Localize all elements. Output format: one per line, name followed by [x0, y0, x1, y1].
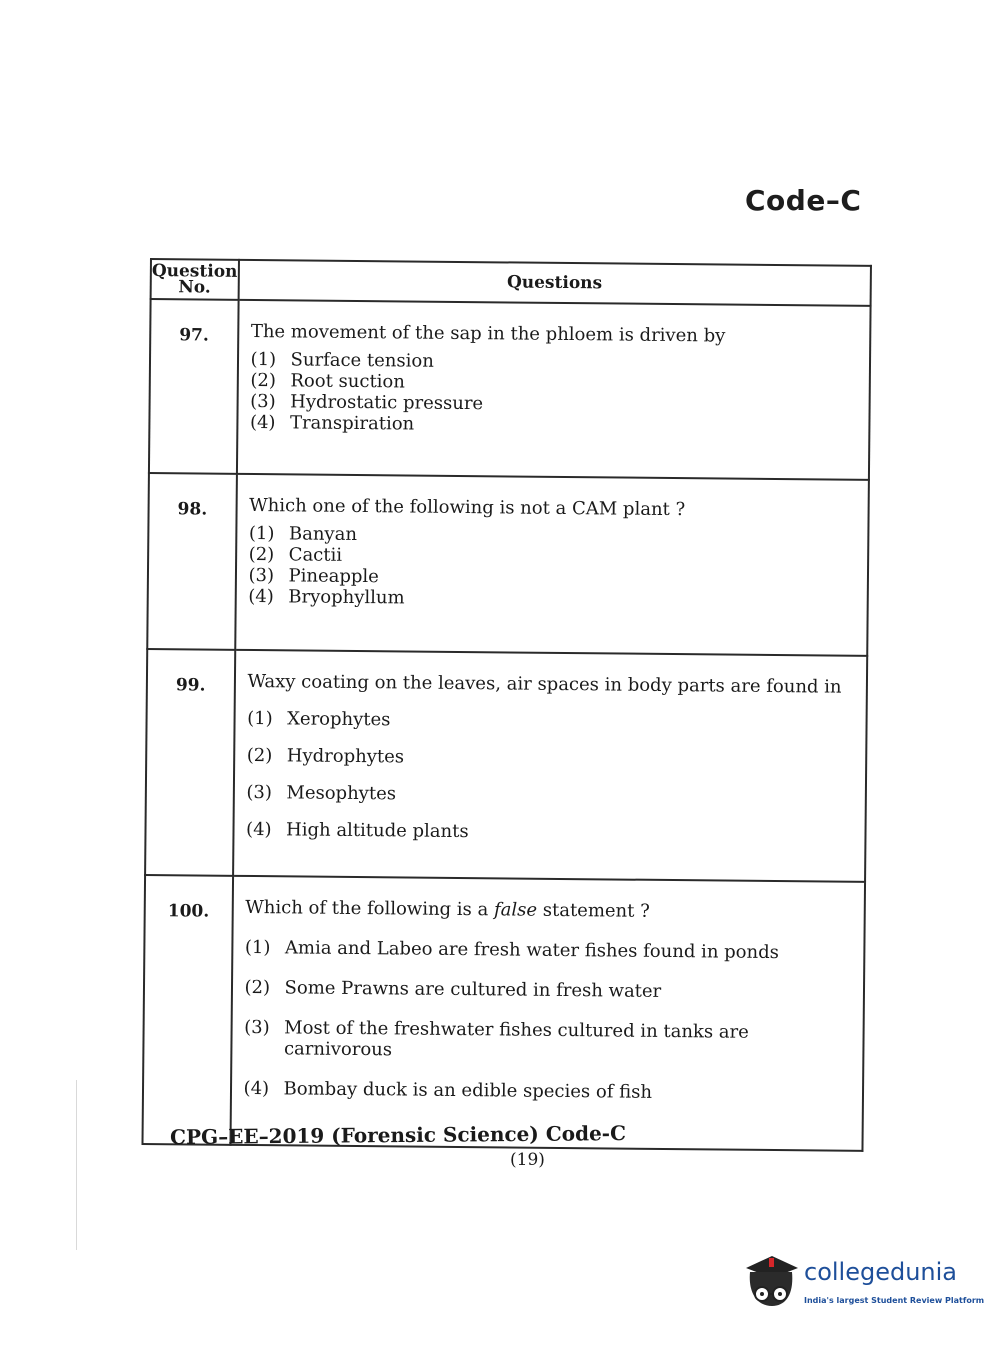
option-text: Xerophytes: [287, 708, 391, 731]
option-text: Bryophyllum: [288, 586, 405, 609]
option-number: (3): [246, 781, 273, 804]
option-text: Hydrophytes: [286, 745, 405, 768]
question-stem: Which of the following is a false statement ?: [245, 896, 650, 922]
question-stem: Waxy coating on the leaves, air spaces in body parts are found in: [247, 670, 842, 698]
option-text: Most of the freshwater fishes cultured in tanks are carnivorous: [283, 1017, 749, 1061]
option: [244, 1017, 853, 1065]
mascot-logo-icon: [742, 1250, 800, 1312]
option-number: (2): [246, 744, 273, 767]
option-text: Pineapple: [288, 565, 379, 588]
option: [245, 937, 854, 964]
option-number: (4): [243, 1077, 270, 1100]
emphasis-false: false: [493, 899, 538, 921]
option-number: (1): [247, 707, 273, 730]
question-number: 97.: [149, 299, 238, 474]
exam-footer: CPG–EE–2019 (Forensic Science) Code-C: [170, 1121, 627, 1149]
option: [247, 708, 856, 735]
option-number: (1): [250, 348, 277, 371]
option-number: (3): [248, 564, 275, 587]
option: [246, 782, 855, 809]
page-number: (19): [510, 1150, 545, 1170]
option-text: Bombay duck is an edible species of fish: [283, 1078, 653, 1103]
option-text: Root suction: [290, 370, 406, 393]
option: [247, 745, 856, 772]
option: [246, 819, 855, 846]
brand-tagline: India's largest Student Review Platform: [804, 1296, 985, 1305]
question-stem: Which one of the following is not a CAM plant ?: [249, 494, 686, 521]
questions-column-header: Questions: [238, 260, 871, 306]
option-number: (2): [244, 976, 271, 999]
option-text: Cactii: [288, 544, 343, 566]
option-number: (2): [250, 369, 277, 392]
exam-code-header: Code–C: [745, 184, 862, 217]
question-number: 98.: [147, 473, 236, 650]
question-stem: The movement of the sap in the phloem is driven by: [250, 320, 726, 347]
question-row-100: [142, 875, 865, 1151]
option: [244, 977, 853, 1004]
scan-artifact-line: [76, 1080, 77, 1250]
question-row-98: [147, 473, 869, 656]
question-row-99: [145, 649, 867, 882]
question-number: 100.: [142, 875, 232, 1145]
option: [248, 586, 857, 613]
question-row-97: [149, 299, 871, 480]
option-text: Mesophytes: [286, 782, 397, 805]
question-number: 99.: [145, 649, 235, 876]
question-number-column-header: Question No.: [151, 259, 239, 300]
option-text: Amia and Labeo are fresh water fishes found in ponds: [284, 937, 780, 964]
option: [244, 1078, 853, 1105]
option-text: Some Prawns are cultured in fresh water: [284, 977, 662, 1002]
option-number: (4): [248, 585, 274, 608]
collegedunia-watermark: [742, 1250, 985, 1312]
option-text: Transpiration: [289, 412, 415, 435]
option-number: (1): [244, 936, 271, 959]
option-text: High altitude plants: [285, 819, 469, 843]
option: [250, 412, 859, 439]
option-number: (4): [245, 818, 272, 841]
option-text: Hydrostatic pressure: [290, 391, 484, 415]
option-number: (3): [250, 390, 276, 413]
question-sheet: [141, 258, 871, 1152]
option-text: Surface tension: [290, 349, 434, 372]
option-number: (3): [244, 1016, 270, 1039]
option-text: Banyan: [288, 523, 358, 545]
option-number: (1): [248, 522, 275, 545]
brand-name: collegedunia: [804, 1258, 958, 1286]
question-table: [141, 258, 871, 1152]
option-number: (4): [249, 411, 276, 434]
option-number: (2): [248, 543, 275, 566]
